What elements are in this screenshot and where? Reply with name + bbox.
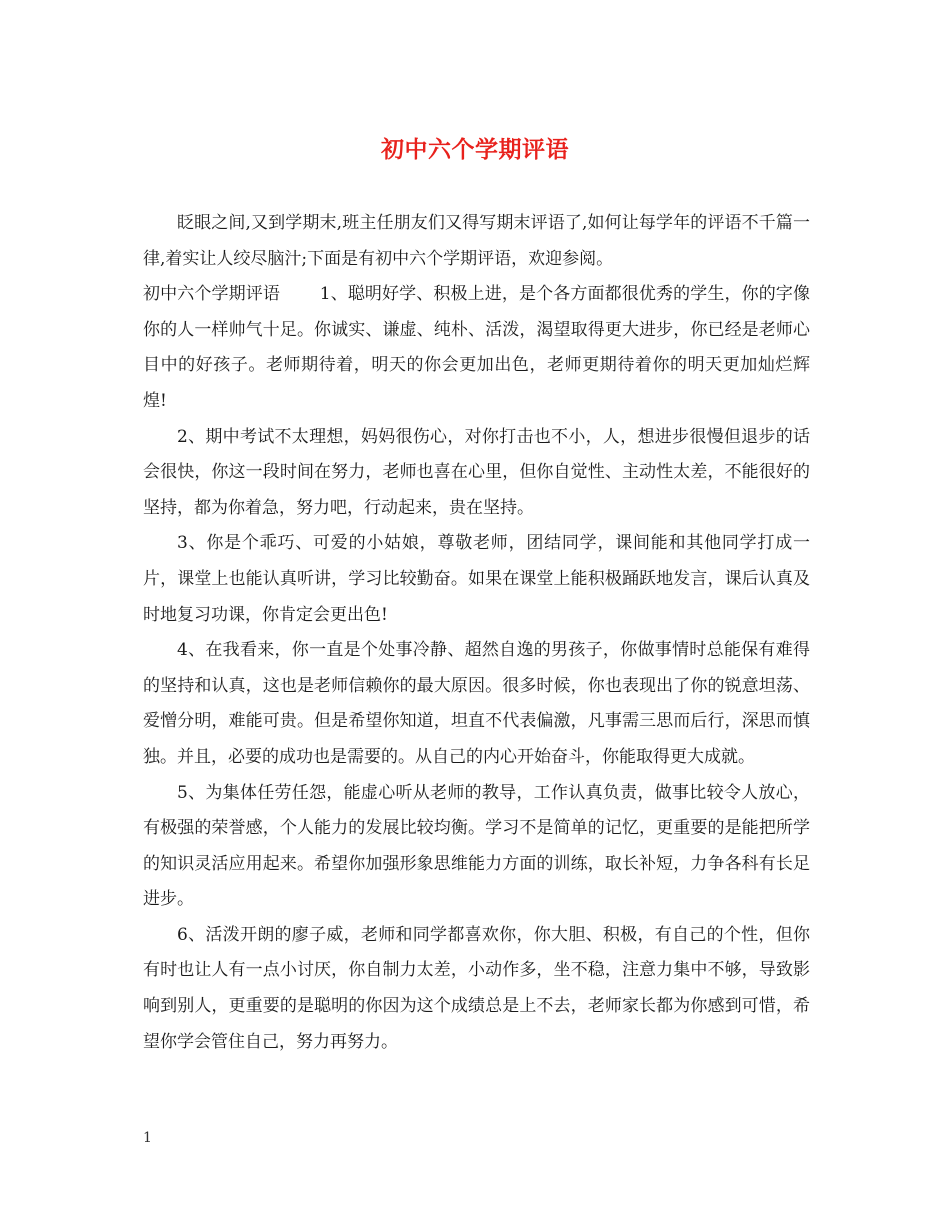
document-body: [143, 206, 810, 1060]
page-number: 1: [143, 1130, 152, 1146]
comment-paragraph-4: 4、在我看来，你一直是个处事冷静、超然自逸的男孩子，你做事情时总能保有难得的坚持和认真，这也是老师信赖你的最大原因。很多时候，你也表现出了你的锐意坦荡、爱憎分明，难能可贵。但是希望你知道，坦直不代表偏激，凡事需三思而后行，深思而慎独。并且，必要的成功也是需要的。从自己的内心开始奋斗，你能取得更大成就。: [143, 640, 810, 767]
intro-paragraph: 眨眼之间,又到学期末,班主任朋友们又得写期末评语了,如何让每学年的评语不千篇一律,着实让人绞尽脑汁;下面是有初中六个学期评语，欢迎参阅。: [143, 213, 810, 269]
document-title: 初中六个学期评语: [381, 136, 569, 163]
comment-paragraph-3: 3、你是个乖巧、可爱的小姑娘，尊敬老师，团结同学，课间能和其他同学打成一片，课堂上也能认真听讲，学习比较勤奋。如果在课堂上能积极踊跃地发言，课后认真及时地复习功课，你肯定会更出色!: [143, 533, 810, 625]
comment-paragraph-1: 初中六个学期评语 1、聪明好学、积极上进，是个各方面都很优秀的学生，你的字像你的人一样帅气十足。你诚实、谦虚、纯朴、活泼，渴望取得更大进步，你已经是老师心目中的好孩子。老师期待着，明天的你会更加出色，老师更期待着你的明天更加灿烂辉煌!: [143, 284, 810, 411]
comment-paragraph-2: 2、期中考试不太理想，妈妈很伤心，对你打击也不小，人，想进步很慢但退步的话会很快，你这一段时间在努力，老师也喜在心里，但你自觉性、主动性太差，不能很好的坚持，都为你着急，努力吧，行动起来，贵在坚持。: [143, 426, 810, 518]
comment-paragraph-5: 5、为集体任劳任怨，能虚心听从老师的教导，工作认真负责，做事比较令人放心，有极强的荣誉感，个人能力的发展比较均衡。学习不是简单的记忆，更重要的是能把所学的知识灵活应用起来。希望你加强形象思维能力方面的训练，取长补短，力争各科有长足进步。: [143, 782, 810, 910]
comment-paragraph-6: 6、活泼开朗的廖子威，老师和同学都喜欢你，你大胆、积极，有自己的个性，但你有时也让人有一点小讨厌，你自制力太差，小动作多，坐不稳，注意力集中不够，导致影响到别人，更重要的是聪明的你因为这个成绩总是上不去，老师家长都为你感到可惜，希望你学会管住自己，努力再努力。: [143, 924, 810, 1052]
